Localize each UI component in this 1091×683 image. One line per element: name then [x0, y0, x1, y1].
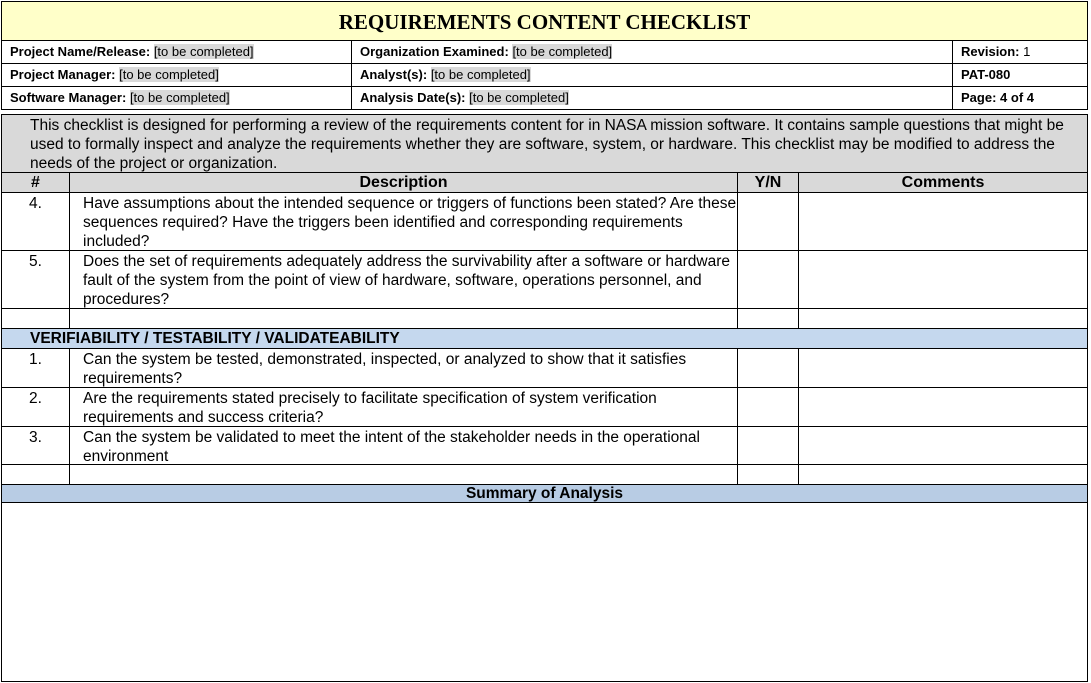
page-cell — [953, 87, 1089, 109]
item-description: Are the requirements stated precisely to facilitate specification of system verification requirements and success criteria? — [70, 388, 738, 426]
yn-input[interactable] — [738, 349, 799, 387]
revision-cell — [953, 41, 1089, 63]
project-manager-field[interactable]: [to be completed] — [119, 67, 219, 82]
empty-row — [1, 465, 1088, 485]
summary-header: Summary of Analysis — [1, 485, 1088, 503]
checklist-title: REQUIREMENTS CONTENT CHECKLIST — [1, 1, 1088, 41]
revision-value: 1 — [1023, 44, 1031, 59]
table-row — [1, 193, 1088, 251]
intro-text: This checklist is designed for performing a review of the requirements content for in NASA mission software. It contains sample questions that might be used to formally inspect and analyze the requirements whether they are software, system, or hardware. This checklist may be modified to address the needs of the project or organization. — [1, 114, 1088, 173]
page-value: 4 of 4 — [1000, 90, 1034, 105]
empty-row — [1, 309, 1088, 329]
table-row — [1, 427, 1088, 465]
comment-input[interactable] — [799, 388, 1087, 426]
item-number: 2. — [2, 388, 70, 426]
analysis-dates-cell — [352, 87, 953, 109]
project-manager-cell — [2, 64, 352, 86]
item-number: 1. — [2, 349, 70, 387]
empty-cell — [2, 309, 70, 328]
item-number: 3. — [2, 427, 70, 464]
empty-cell[interactable] — [799, 309, 1087, 328]
doc-id: PAT-080 — [961, 67, 1011, 82]
empty-cell — [70, 465, 738, 484]
section-header-verifiability: VERIFIABILITY / TESTABILITY / VALIDATEABILITY — [1, 329, 1088, 349]
comment-input[interactable] — [799, 349, 1087, 387]
header-row-1 — [1, 41, 1088, 64]
yn-input[interactable] — [738, 388, 799, 426]
comment-input[interactable] — [799, 427, 1087, 464]
item-description: Can the system be tested, demonstrated, inspected, or analyzed to show that it satisfies requirements? — [70, 349, 738, 387]
yn-input[interactable] — [738, 251, 799, 308]
empty-cell[interactable] — [799, 465, 1087, 484]
summary-text-area[interactable] — [1, 503, 1088, 682]
empty-cell — [70, 309, 738, 328]
col-header-yn: Y/N — [738, 173, 799, 192]
analysis-dates-field[interactable]: [to be completed] — [469, 90, 569, 105]
project-name-cell — [2, 41, 352, 63]
organization-label: Organization Examined: — [360, 44, 509, 59]
item-description: Can the system be validated to meet the intent of the stakeholder needs in the operational environment — [70, 427, 738, 464]
comment-input[interactable] — [799, 251, 1087, 308]
analysts-label: Analyst(s): — [360, 67, 428, 82]
empty-cell[interactable] — [738, 465, 799, 484]
doc-id-cell — [953, 64, 1089, 86]
empty-cell — [2, 465, 70, 484]
project-manager-label: Project Manager: — [10, 67, 116, 82]
col-header-num: # — [2, 173, 70, 192]
organization-cell — [352, 41, 953, 63]
table-row — [1, 251, 1088, 309]
table-row — [1, 349, 1088, 388]
item-number: 5. — [2, 251, 70, 308]
page-label: Page: — [961, 90, 997, 105]
header-row-3 — [1, 87, 1088, 110]
empty-cell[interactable] — [738, 309, 799, 328]
item-number: 4. — [2, 193, 70, 250]
col-header-comments: Comments — [901, 174, 985, 191]
software-manager-cell — [2, 87, 352, 109]
project-name-label: Project Name/Release: — [10, 44, 151, 59]
analysts-field[interactable]: [to be completed] — [430, 67, 531, 82]
item-description: Have assumptions about the intended sequence or triggers of functions been stated? Are these sequences required? Have the triggers been identified and corresponding requirements included? — [70, 193, 738, 250]
analysts-cell — [352, 64, 953, 86]
yn-input[interactable] — [738, 427, 799, 464]
project-name-field[interactable]: [to be completed] — [153, 44, 254, 59]
software-manager-label: Software Manager: — [10, 90, 127, 105]
organization-field[interactable]: [to be completed] — [512, 44, 613, 59]
item-description: Does the set of requirements adequately address the survivability after a software or hardware fault of the system from the point of view of hardware, software, operations personnel, and procedures? — [70, 251, 738, 308]
header-row-2 — [1, 64, 1088, 87]
yn-input[interactable] — [738, 193, 799, 250]
comment-input[interactable] — [799, 193, 1087, 250]
table-row — [1, 388, 1088, 427]
revision-label: Revision: — [961, 44, 1020, 59]
analysis-dates-label: Analysis Date(s): — [360, 90, 466, 105]
col-header-description: Description — [70, 173, 738, 192]
software-manager-field[interactable]: [to be completed] — [129, 90, 230, 105]
column-header-row — [1, 173, 1088, 193]
